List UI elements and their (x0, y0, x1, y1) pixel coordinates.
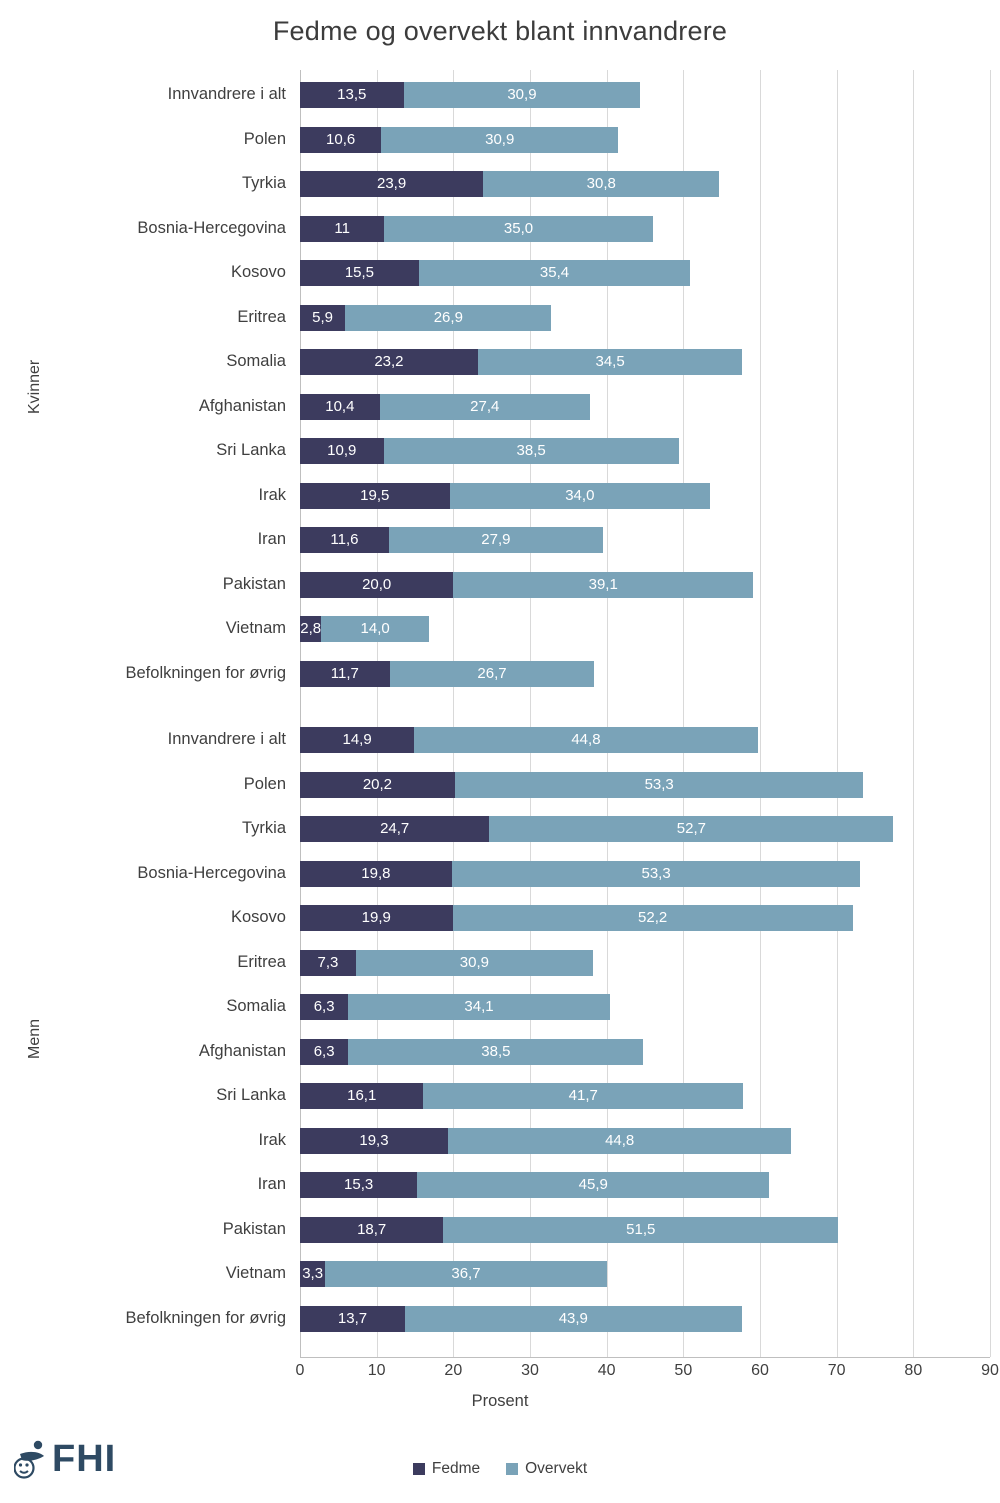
bar-value-overvekt: 35,0 (503, 219, 534, 237)
category-label: Afghanistan (198, 396, 286, 415)
bar-row[interactable] (300, 727, 758, 753)
bar-row[interactable] (300, 616, 429, 642)
x-tick-label: 10 (367, 1362, 386, 1379)
gridline-80 (913, 70, 914, 1357)
chart-legend (0, 1460, 1000, 1478)
category-label: Somalia (226, 352, 286, 370)
bar-value-overvekt: 30,9 (459, 953, 489, 971)
bar-row[interactable] (300, 349, 742, 375)
bar-value-overvekt: 30,9 (507, 86, 537, 103)
category-label: Vietnam (225, 1264, 286, 1282)
legend-item[interactable] (506, 1460, 587, 1478)
bar-row[interactable] (300, 772, 864, 798)
bar-value-fedme: 23,2 (374, 353, 404, 370)
bar-row[interactable] (300, 216, 653, 242)
category-label: Sri Lanka (216, 1086, 286, 1104)
plot-area (300, 70, 990, 1357)
bar-value-fedme: 16,1 (347, 1087, 377, 1104)
category-label: Eritrea (237, 307, 286, 326)
bar-value-fedme: 5,9 (312, 308, 334, 326)
bar-value-fedme: 15,3 (344, 1176, 374, 1193)
bar-value-overvekt: 38,5 (516, 442, 546, 459)
category-label: Irak (258, 1130, 286, 1149)
legend-label: Overvekt (525, 1460, 588, 1477)
bar-value-overvekt: 27,4 (470, 397, 500, 415)
bar-value-fedme: 24,7 (380, 820, 410, 837)
bar-value-overvekt: 43,9 (558, 1309, 588, 1327)
bar-value-overvekt: 34,5 (595, 353, 625, 370)
bar-value-fedme: 10,9 (327, 442, 357, 459)
bar-value-overvekt: 39,1 (588, 575, 618, 593)
bar-value-fedme: 20,0 (362, 575, 392, 593)
bar-value-fedme: 6,3 (313, 998, 335, 1015)
category-label: Tyrkia (241, 819, 286, 837)
chart-title: Fedme og overvekt blant innvandrere (272, 16, 728, 46)
bar-row[interactable] (300, 1261, 607, 1287)
x-tick-label: 90 (981, 1362, 999, 1379)
bar-row[interactable] (300, 1306, 742, 1332)
bar-row[interactable] (300, 260, 690, 286)
category-label: Iran (257, 530, 286, 548)
bar-value-overvekt: 27,9 (481, 531, 511, 548)
group-label: Kvinner (26, 360, 43, 415)
category-label: Vietnam (225, 619, 286, 637)
fhi-mark-icon (14, 1440, 48, 1480)
bar-row[interactable] (300, 816, 893, 842)
bar-value-fedme: 18,7 (357, 1220, 387, 1238)
bar-value-fedme: 13,5 (337, 86, 367, 103)
bar-value-fedme: 11,6 (330, 531, 359, 548)
bar-row[interactable] (300, 483, 710, 509)
category-label: Bosnia-Hercegovina (137, 863, 286, 882)
bar-value-overvekt: 44,8 (605, 1131, 635, 1149)
bar-value-overvekt: 26,7 (477, 664, 507, 682)
category-label: Pakistan (222, 1219, 286, 1238)
bar-row[interactable] (300, 950, 593, 976)
x-axis-line (300, 1357, 990, 1358)
bar-value-overvekt: 35,4 (539, 264, 570, 281)
bar-value-fedme: 19,5 (360, 486, 390, 504)
bar-value-fedme: 19,8 (361, 864, 391, 882)
bar-value-fedme: 19,3 (359, 1131, 389, 1149)
category-label: Polen (243, 129, 286, 148)
category-label: Pakistan (222, 574, 286, 593)
category-label: Somalia (226, 997, 286, 1015)
bar-value-overvekt: 52,7 (676, 820, 706, 837)
bar-value-overvekt: 14,0 (360, 620, 390, 637)
x-tick-label: 80 (904, 1362, 923, 1379)
category-label: Kosovo (230, 263, 286, 281)
bar-value-overvekt: 34,0 (565, 486, 595, 504)
bar-row[interactable] (300, 994, 610, 1020)
bar-row[interactable] (300, 394, 590, 420)
gridline-60 (760, 70, 761, 1357)
category-label: Innvandrere i alt (167, 730, 286, 748)
fhi-logo (14, 1438, 116, 1481)
bar-value-fedme: 7,3 (317, 953, 339, 971)
bar-value-overvekt: 26,9 (433, 308, 463, 326)
category-label: Tyrkia (241, 174, 286, 192)
bar-row[interactable] (300, 661, 594, 687)
category-label: Polen (243, 774, 286, 793)
bar-value-overvekt: 38,5 (481, 1042, 511, 1060)
bar-row[interactable] (300, 1039, 643, 1065)
category-label: Iran (257, 1175, 286, 1193)
legend-item[interactable] (413, 1460, 480, 1478)
bar-row[interactable] (300, 1128, 791, 1154)
bar-row[interactable] (300, 305, 551, 331)
bar-value-fedme: 10,4 (325, 397, 355, 415)
bar-value-overvekt: 52,2 (638, 909, 668, 926)
category-label: Innvandrere i alt (167, 85, 286, 103)
x-tick-label: 0 (295, 1362, 305, 1379)
bar-value-overvekt: 34,1 (464, 998, 494, 1015)
bar-row[interactable] (300, 171, 719, 197)
bar-value-fedme: 14,9 (342, 731, 372, 748)
x-axis-title: Prosent (471, 1392, 529, 1410)
category-label: Sri Lanka (216, 441, 286, 459)
bar-value-fedme: 13,7 (337, 1309, 368, 1327)
bar-row[interactable] (300, 82, 640, 108)
group-label: Menn (26, 1019, 43, 1060)
gridline-90 (990, 70, 991, 1357)
bar-row[interactable] (300, 1172, 769, 1198)
category-label: Befolkningen for øvrig (125, 1308, 286, 1327)
bar-value-fedme: 23,9 (377, 175, 407, 192)
bar-value-overvekt: 51,5 (626, 1220, 656, 1238)
bar-row[interactable] (300, 527, 603, 553)
category-label: Bosnia-Hercegovina (137, 218, 286, 237)
category-label: Irak (258, 485, 286, 504)
bar-row[interactable] (300, 905, 853, 931)
legend-swatch (506, 1463, 518, 1475)
category-label: Eritrea (237, 952, 286, 971)
bar-value-overvekt: 30,8 (586, 175, 616, 192)
bar-value-fedme: 6,3 (313, 1042, 335, 1060)
bar-value-overvekt: 36,7 (451, 1265, 481, 1282)
bar-value-fedme: 11,7 (330, 664, 359, 682)
bar-value-overvekt: 44,8 (571, 731, 601, 748)
bar-value-fedme: 10,6 (326, 130, 356, 148)
category-label: Kosovo (230, 908, 286, 926)
bar-value-fedme: 15,5 (344, 264, 375, 281)
x-tick-label: 30 (521, 1362, 539, 1379)
bar-row[interactable] (300, 438, 679, 464)
x-tick-label: 50 (674, 1362, 693, 1379)
bar-value-overvekt: 53,3 (641, 864, 671, 882)
x-tick-label: 40 (597, 1362, 616, 1379)
bar-value-overvekt: 45,9 (578, 1176, 608, 1193)
bar-row[interactable] (300, 1217, 838, 1243)
bar-value-fedme: 3,3 (302, 1265, 324, 1282)
bar-value-fedme: 2,8 (300, 620, 322, 637)
category-label: Afghanistan (198, 1041, 286, 1060)
bar-value-fedme: 20,2 (362, 775, 393, 793)
bar-value-overvekt: 41,7 (568, 1087, 598, 1104)
x-tick-label: 20 (444, 1362, 463, 1379)
bar-value-fedme: 11 (334, 219, 350, 237)
bar-row[interactable] (300, 127, 618, 153)
bar-value-overvekt: 30,9 (485, 130, 515, 148)
x-tick-label: 60 (751, 1362, 769, 1379)
legend-swatch (413, 1463, 425, 1475)
bar-row[interactable] (300, 572, 753, 598)
bar-value-fedme: 19,9 (361, 909, 391, 926)
x-tick-label: 70 (827, 1362, 846, 1379)
category-label: Befolkningen for øvrig (125, 663, 286, 682)
bar-value-overvekt: 53,3 (644, 775, 674, 793)
bar-row[interactable] (300, 861, 860, 887)
gridline-70 (837, 70, 838, 1357)
bar-row[interactable] (300, 1083, 743, 1109)
fhi-logo-text: FHI (52, 1438, 117, 1480)
legend-label: Fedme (431, 1460, 481, 1477)
